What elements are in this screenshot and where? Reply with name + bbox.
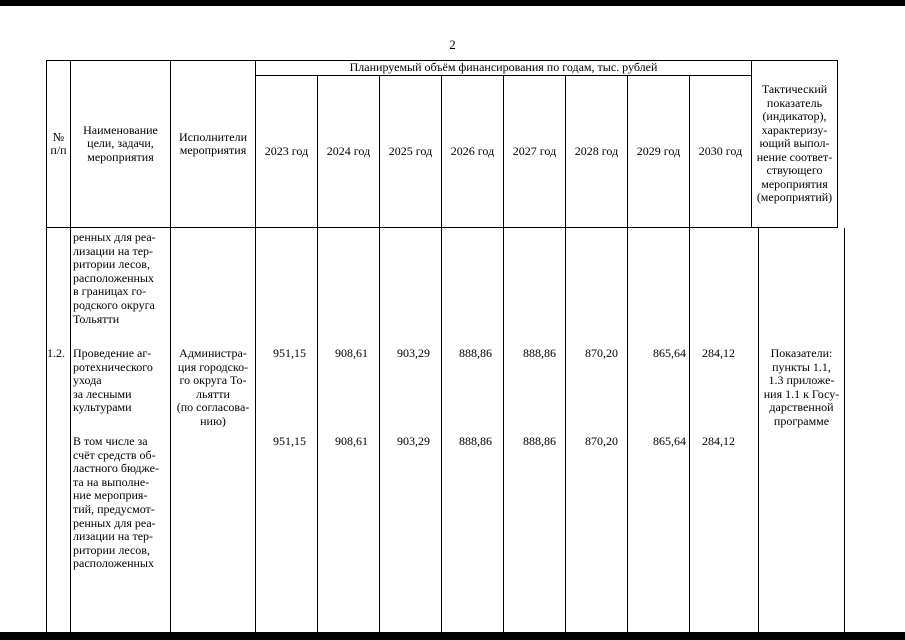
row-indicator: Показатели: пункты 1.1, 1.3 приложе- ния 1.1 к Госу- дарственной программе <box>763 346 840 428</box>
header-year-2029: 2029 год <box>628 76 690 228</box>
column-line <box>565 228 566 632</box>
header-financing: Планируемый объём финансирования по годам, тыс. рублей <box>256 61 752 76</box>
column-line <box>844 228 845 632</box>
header-year-2027: 2027 год <box>504 76 566 228</box>
column-line <box>627 228 628 632</box>
subvalue-2029: 865,64 <box>653 434 686 448</box>
value-2026: 888,86 <box>459 346 492 360</box>
header-year-2025: 2025 год <box>380 76 442 228</box>
subvalue-2030: 284,12 <box>702 434 735 448</box>
column-line <box>170 228 171 632</box>
header-executors: Исполнители мероприятия <box>171 61 256 228</box>
column-line <box>689 228 690 632</box>
column-line <box>255 228 256 632</box>
subvalue-2027: 888,86 <box>523 434 556 448</box>
header-year-2023: 2023 год <box>256 76 318 228</box>
header-year-2024: 2024 год <box>318 76 380 228</box>
subvalue-2025: 903,29 <box>397 434 430 448</box>
header-indicator: Тактический показатель (индикатор), характеризу- ющий выпол- нение соответ- ствующего мероприятия (мероприятий) <box>752 61 838 228</box>
subvalue-2023: 951,15 <box>273 434 306 448</box>
continuation-text: ренных для реа- лизации на тер- ритории лесов, расположенных в границах го- родского округа Тольятти <box>73 230 156 326</box>
header-year-2028: 2028 год <box>566 76 628 228</box>
row-number: 1.2. <box>47 346 65 360</box>
header-number: № п/п <box>47 61 71 228</box>
column-line <box>758 228 759 632</box>
value-2029: 865,64 <box>653 346 686 360</box>
value-2027: 888,86 <box>523 346 556 360</box>
value-2023: 951,15 <box>273 346 306 360</box>
column-line <box>503 228 504 632</box>
column-line <box>46 228 47 632</box>
top-border <box>0 0 905 6</box>
bottom-border <box>0 632 905 640</box>
value-2025: 903,29 <box>397 346 430 360</box>
table-header <box>46 60 838 228</box>
column-line <box>70 228 71 632</box>
row-executors: Администра- ция городско- го округа То- льятти (по согласова- нию) <box>176 346 250 428</box>
value-2028: 870,20 <box>585 346 618 360</box>
column-line <box>441 228 442 632</box>
value-2024: 908,61 <box>335 346 368 360</box>
subvalue-2024: 908,61 <box>335 434 368 448</box>
subrow-name: В том числе за счёт средств об- ластного бюдже- та на выполне- ние мероприя- тий, предусмот- ренных для реа- лизации на тер- ритории лесов, расположенных <box>73 434 159 571</box>
value-2030: 284,12 <box>702 346 735 360</box>
page-number: 2 <box>449 37 456 52</box>
column-line <box>379 228 380 632</box>
header-year-2030: 2030 год <box>690 76 752 228</box>
subvalue-2026: 888,86 <box>459 434 492 448</box>
subvalue-2028: 870,20 <box>585 434 618 448</box>
column-line <box>317 228 318 632</box>
header-name: Наименование цели, задачи, мероприятия <box>71 61 171 228</box>
header-year-2026: 2026 год <box>442 76 504 228</box>
row-name: Проведение аг- ротехнического ухода за лесными культурами <box>73 346 153 415</box>
